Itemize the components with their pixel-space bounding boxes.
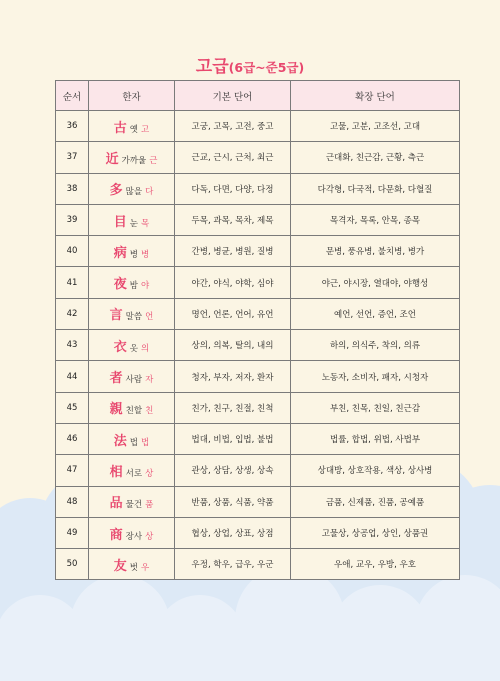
table-row: [56, 111, 460, 142]
row-number: 50: [56, 549, 89, 580]
basic-words: 협상, 상업, 상표, 상점: [175, 517, 291, 548]
hanja-character: 多: [109, 183, 123, 199]
table-row: [56, 361, 460, 392]
extended-words: 노동자, 소비자, 패자, 시청자: [291, 361, 460, 392]
basic-words: 두목, 과목, 목차, 제목: [175, 204, 291, 235]
header-number: 순서: [56, 81, 89, 111]
row-number: 42: [56, 298, 89, 329]
hanja-cell: [89, 236, 175, 267]
basic-words: 야간, 야식, 야학, 심야: [175, 267, 291, 298]
hanja-character: 者: [109, 371, 123, 387]
table-row: [56, 142, 460, 173]
row-number: 48: [56, 486, 89, 517]
hanja-sound: 언: [145, 312, 154, 323]
hanja-sound: 품: [145, 500, 154, 511]
hanja-meaning: 가까울: [121, 155, 147, 166]
hanja-character: 目: [113, 214, 127, 230]
hanja-meaning: 사람: [125, 375, 143, 386]
extended-words: 법률, 합법, 위법, 사법부: [291, 423, 460, 454]
extended-words: 부친, 친목, 친일, 친근감: [291, 392, 460, 423]
row-number: 38: [56, 173, 89, 204]
hanja-character: 商: [109, 527, 123, 543]
basic-words: 청자, 부자, 저자, 환자: [175, 361, 291, 392]
basic-words: 근교, 근시, 근처, 최근: [175, 142, 291, 173]
hanja-character: 友: [113, 558, 127, 574]
basic-words: 반품, 상품, 식품, 약품: [175, 486, 291, 517]
title-main: 고급: [195, 57, 229, 77]
header-hanja: 한자: [89, 81, 175, 111]
extended-words: 하의, 의식주, 착의, 의류: [291, 330, 460, 361]
hanja-character: 言: [109, 308, 123, 324]
basic-words: 간병, 병균, 병원, 질병: [175, 236, 291, 267]
page-title: [0, 52, 500, 77]
table-row: [56, 423, 460, 454]
row-number: 46: [56, 423, 89, 454]
extended-words: 근대화, 친근감, 근황, 측근: [291, 142, 460, 173]
row-number: 36: [56, 111, 89, 142]
hanja-meaning: 옛: [129, 124, 138, 135]
row-number: 44: [56, 361, 89, 392]
hanja-meaning: 많을: [125, 187, 143, 198]
hanja-character: 品: [109, 496, 123, 512]
basic-words: 고궁, 고목, 고전, 중고: [175, 111, 291, 142]
row-number: 49: [56, 517, 89, 548]
row-number: 40: [56, 236, 89, 267]
hanja-cell: [89, 455, 175, 486]
extended-words: 우애, 교우, 우방, 우호: [291, 549, 460, 580]
table-row: [56, 549, 460, 580]
hanja-meaning: 눈: [129, 218, 138, 229]
hanja-meaning: 벗: [129, 562, 138, 573]
basic-words: 우정, 학우, 급우, 우군: [175, 549, 291, 580]
extended-words: 목격자, 목록, 안목, 종목: [291, 204, 460, 235]
table-row: [56, 330, 460, 361]
hanja-sound: 우: [141, 562, 150, 573]
basic-words: 상의, 의복, 탈의, 내의: [175, 330, 291, 361]
hanja-sound: 상: [145, 531, 154, 542]
hanja-character: 古: [113, 120, 127, 136]
table-row: [56, 204, 460, 235]
extended-words: 고물상, 상공업, 상인, 상품권: [291, 517, 460, 548]
row-number: 41: [56, 267, 89, 298]
hanja-character: 法: [113, 433, 127, 449]
hanja-meaning: 친할: [125, 406, 143, 417]
hanja-cell: [89, 111, 175, 142]
hanja-cell: [89, 298, 175, 329]
row-number: 39: [56, 204, 89, 235]
hanja-meaning: 서로: [125, 468, 143, 479]
row-number: 37: [56, 142, 89, 173]
row-number: 47: [56, 455, 89, 486]
hanja-cell: [89, 486, 175, 517]
hanja-sound: 목: [141, 218, 150, 229]
basic-words: 다독, 다면, 다양, 다정: [175, 173, 291, 204]
table-row: [56, 236, 460, 267]
hanja-character: 病: [113, 245, 127, 261]
hanja-meaning: 옷: [129, 343, 138, 354]
extended-words: 상대방, 상호작용, 색상, 상사병: [291, 455, 460, 486]
header-basic-words: 기본 단어: [175, 81, 291, 111]
hanja-cell: [89, 423, 175, 454]
basic-words: 명언, 언론, 언어, 유언: [175, 298, 291, 329]
extended-words: 다각형, 다국적, 다문화, 다혈질: [291, 173, 460, 204]
hanja-cell: [89, 392, 175, 423]
hanja-character: 親: [109, 402, 123, 418]
hanja-character: 夜: [113, 277, 127, 293]
table-row: [56, 392, 460, 423]
hanja-sound: 병: [141, 249, 150, 260]
basic-words: 관상, 상담, 상생, 상속: [175, 455, 291, 486]
hanja-sound: 친: [145, 406, 154, 417]
hanja-cell: [89, 142, 175, 173]
hanja-cell: [89, 361, 175, 392]
hanja-cell: [89, 517, 175, 548]
table-row: [56, 455, 460, 486]
hanja-meaning: 법: [129, 437, 138, 448]
hanja-meaning: 물건: [125, 500, 143, 511]
extended-words: 야근, 야시장, 열대야, 야행성: [291, 267, 460, 298]
extended-words: 고물, 고분, 고조선, 고대: [291, 111, 460, 142]
hanja-table: [55, 80, 460, 580]
hanja-character: 近: [105, 151, 119, 167]
hanja-meaning: 밤: [129, 281, 138, 292]
table-header-row: [56, 81, 460, 111]
hanja-sound: 법: [141, 437, 150, 448]
header-extended-words: 확장 단어: [291, 81, 460, 111]
row-number: 43: [56, 330, 89, 361]
hanja-sound: 상: [145, 468, 154, 479]
row-number: 45: [56, 392, 89, 423]
hanja-cell: [89, 173, 175, 204]
hanja-sound: 야: [141, 281, 150, 292]
extended-words: 금품, 신제품, 진품, 공예품: [291, 486, 460, 517]
hanja-sound: 고: [141, 124, 150, 135]
extended-words: 예언, 선언, 증언, 조언: [291, 298, 460, 329]
extended-words: 문병, 풍유병, 불치병, 병가: [291, 236, 460, 267]
hanja-sound: 의: [141, 343, 150, 354]
hanja-sound: 다: [145, 187, 154, 198]
hanja-meaning: 병: [129, 249, 138, 260]
table-row: [56, 486, 460, 517]
hanja-cell: [89, 330, 175, 361]
table-row: [56, 298, 460, 329]
hanja-character: 相: [109, 464, 123, 480]
table-row: [56, 517, 460, 548]
hanja-cell: [89, 267, 175, 298]
table-row: [56, 173, 460, 204]
hanja-sound: 자: [145, 375, 154, 386]
title-sub: (6급~준5급): [228, 60, 305, 75]
table-row: [56, 267, 460, 298]
basic-words: 법대, 비법, 입법, 불법: [175, 423, 291, 454]
hanja-meaning: 말씀: [125, 312, 143, 323]
hanja-character: 衣: [113, 339, 127, 355]
hanja-cell: [89, 549, 175, 580]
basic-words: 친가, 친구, 친절, 친척: [175, 392, 291, 423]
hanja-sound: 근: [149, 155, 158, 166]
hanja-cell: [89, 204, 175, 235]
hanja-meaning: 장사: [125, 531, 143, 542]
